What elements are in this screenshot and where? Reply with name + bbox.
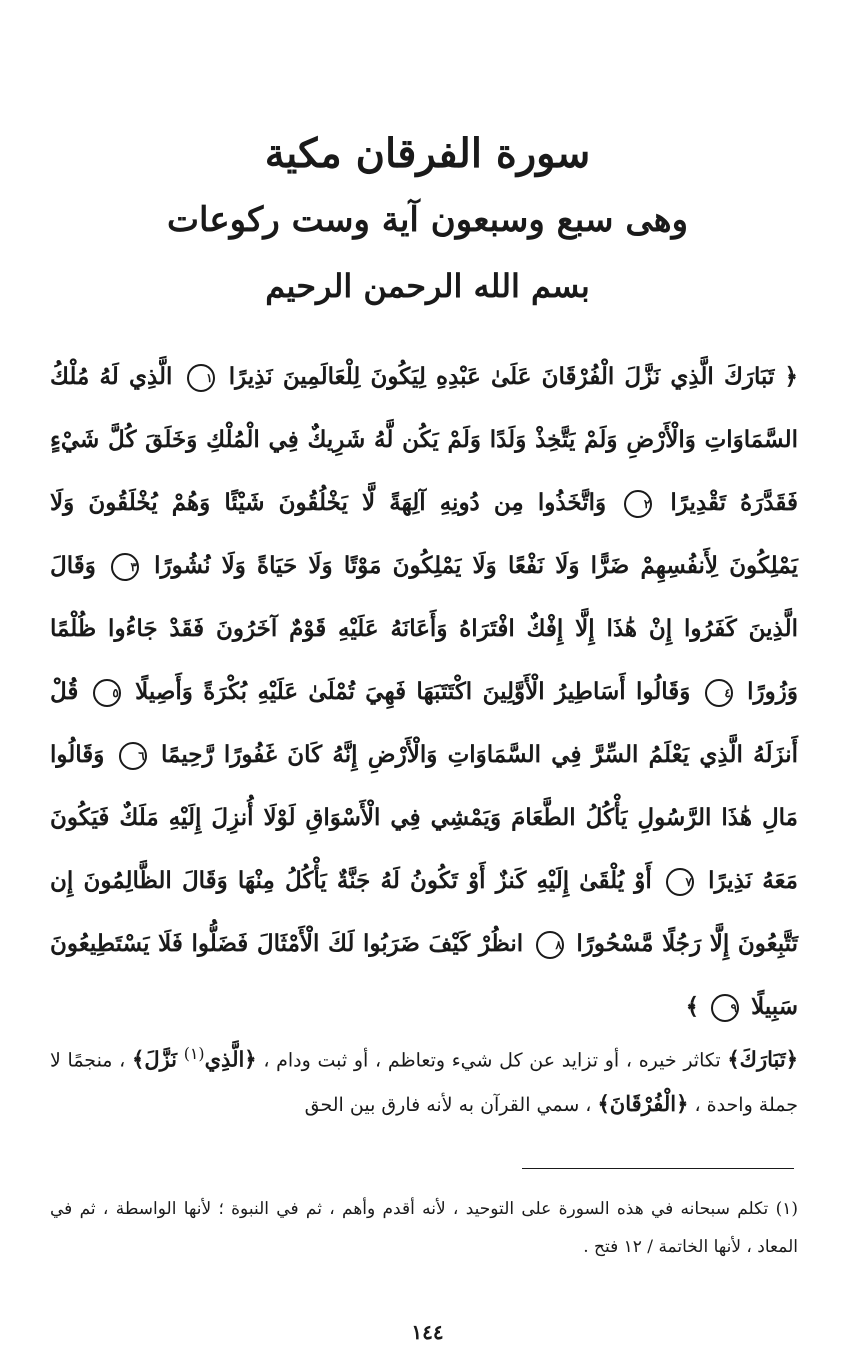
footnote: (١) تكلم سبحانه في هذه السورة على التوحيد ، لأنه أقدم وأهم ، ثم في النبوة ؛ لأنها الواسطة ، ثم في المعاد ، لأنها الخاتمة / ١٢ فتح . bbox=[50, 1199, 798, 1257]
verse-number-marker: ٦ bbox=[119, 742, 147, 770]
keyword-tabaraka: ﴿تَبَارَكَ﴾ bbox=[727, 1046, 799, 1072]
keyword-nazzala: نَزَّلَ﴾ bbox=[132, 1046, 178, 1072]
commentary-text: ، منجمًا لا جملة واحدة ، bbox=[50, 1049, 798, 1117]
verse-text: قُلْ أَنزَلَهُ الَّذِي يَعْلَمُ السِّرَّ فِي السَّمَاوَاتِ وَالْأَرْضِ إِنَّهُ كَانَ غَفُورًا رَّحِيمًا bbox=[50, 678, 798, 768]
verse-number-marker: ٤ bbox=[705, 679, 733, 707]
basmala: بسم الله الرحمن الرحيم bbox=[265, 267, 590, 305]
keyword-furqan: ﴿الْفُرْقَانَ﴾ bbox=[597, 1091, 689, 1117]
commentary-text: ، سمي القرآن به لأنه فارق بين الحق bbox=[304, 1094, 592, 1117]
verse-number-marker: ٢ bbox=[624, 490, 652, 518]
footnote-divider bbox=[522, 1168, 794, 1169]
verse-text: الَّذِي لَهُ مُلْكُ السَّمَاوَاتِ وَالْأَرْضِ وَلَمْ يَتَّخِذْ وَلَدًا وَلَمْ يَكُن لَّهُ شَرِيكٌ فِي الْمُلْكِ وَخَلَقَ كُلَّ شَيْءٍ فَقَدَّرَهُ تَقْدِيرًا bbox=[50, 363, 798, 516]
verse-text: انظُرْ كَيْفَ ضَرَبُوا لَكَ الْأَمْثَالَ فَضَلُّوا فَلَا يَسْتَطِيعُونَ سَبِيلًا bbox=[50, 930, 798, 1020]
verse-text: وَقَالُوا أَسَاطِيرُ الْأَوَّلِينَ اكْتَتَبَهَا فَهِيَ تُمْلَىٰ عَلَيْهِ بُكْرَةً وَأَصِيلًا bbox=[135, 678, 691, 705]
closing-bracket: ﴾ bbox=[685, 993, 700, 1020]
verse-number-marker: ٣ bbox=[111, 553, 139, 581]
commentary-text: تكاثر خيره ، أو تزايد عن كل شيء وتعاظم ، أو ثبت ودام ، bbox=[263, 1049, 721, 1072]
commentary-block bbox=[50, 1032, 798, 1127]
verse-number-marker: ٥ bbox=[93, 679, 121, 707]
verse-number-marker: ٩ bbox=[711, 994, 739, 1022]
verse-number-marker: ٧ bbox=[666, 868, 694, 896]
verse-text: وَقَالَ الَّذِينَ كَفَرُوا إِنْ هَٰذَا إِلَّا إِفْكٌ افْتَرَاهُ وَأَعَانَهُ عَلَيْهِ قَوْمٌ آخَرُونَ فَقَدْ جَاءُوا ظُلْمًا وَزُورًا bbox=[50, 552, 798, 705]
footnote-marker: (١) bbox=[183, 1044, 205, 1063]
verse-text: أَوْ يُلْقَىٰ إِلَيْهِ كَنزٌ أَوْ تَكُونُ لَهُ جَنَّةٌ يَأْكُلُ مِنْهَا وَقَالَ الظَّالِمُونَ إِن تَتَّبِعُونَ إِلَّا رَجُلًا مَّسْحُورًا bbox=[50, 867, 798, 957]
surah-header bbox=[0, 128, 855, 314]
verse-text: ﴿ تَبَارَكَ الَّذِي نَزَّلَ الْفُرْقَانَ عَلَىٰ عَبْدِهِ لِيَكُونَ لِلْعَالَمِينَ نَذِيرًا bbox=[228, 363, 798, 390]
verse-number-marker: ١ bbox=[187, 364, 215, 392]
verse-number-marker: ٨ bbox=[536, 931, 564, 959]
verse-text: وَاتَّخَذُوا مِن دُونِهِ آلِهَةً لَّا يَخْلُقُونَ شَيْئًا وَهُمْ يُخْلَقُونَ وَلَا يَمْلِكُونَ لِأَنفُسِهِمْ ضَرًّا وَلَا نَفْعًا وَلَا يَمْلِكُونَ مَوْتًا وَلَا حَيَاةً وَلَا نُشُورًا bbox=[50, 489, 798, 579]
surah-subtitle: وهى سبع وسبعون آية وست ركوعات bbox=[166, 200, 689, 240]
page-number: ١٤٤ bbox=[411, 1320, 444, 1344]
surah-title: سورة الفرقان مكية bbox=[264, 130, 591, 177]
verse-text: وَقَالُوا مَالِ هَٰذَا الرَّسُولِ يَأْكُلُ الطَّعَامَ وَيَمْشِي فِي الْأَسْوَاقِ لَوْلَا أُنزِلَ إِلَيْهِ مَلَكٌ فَيَكُونَ مَعَهُ نَذِيرًا bbox=[50, 741, 798, 894]
verses-block bbox=[50, 345, 798, 1038]
keyword-alladhi: ﴿الَّذِي bbox=[204, 1046, 257, 1072]
